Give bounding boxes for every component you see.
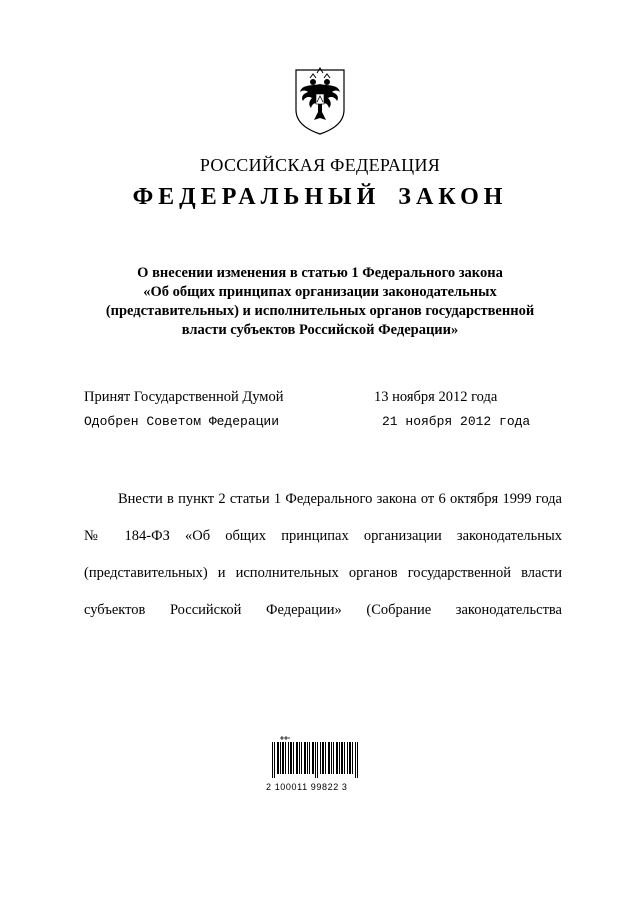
duma-adoption-date: 13 ноября 2012 года xyxy=(374,389,498,405)
country-name: РОССИЙСКАЯ ФЕДЕРАЦИЯ xyxy=(199,155,441,175)
duma-adoption-label: Принят Государственной Думой xyxy=(84,389,284,405)
document-type-word-1: ФЕДЕРАЛЬНЫЙ xyxy=(132,184,381,210)
council-approval-row xyxy=(84,414,564,429)
council-approval-label: Одобрен Советом Федерации xyxy=(84,414,280,429)
council-approval-date: 21 ноября 2012 года xyxy=(382,414,531,429)
document-type xyxy=(0,184,640,211)
duma-adoption-row xyxy=(84,389,564,406)
law-title-line: «Об общих принципах организации законодательных xyxy=(143,284,497,300)
barcode-number: 2 100011 99822 3 xyxy=(266,782,348,792)
document-type-word-2: ЗАКОН xyxy=(398,184,508,210)
law-title-line: власти субъектов Российской Федерации» xyxy=(181,322,459,338)
law-body-paragraph: Внести в пункт 2 статьи 1 Федерального закона от 6 октября 1999 года № 184-ФЗ «Об общих принципах организации законодательных (представительных) и исполнительных органов государственной власти субъектов Российской Федерации» (Собрание законодательства xyxy=(84,491,562,618)
law-title xyxy=(60,264,580,340)
law-title-line: О внесении изменения в статью 1 Федерального закона xyxy=(137,265,503,281)
law-title-line: (представительных) и исполнительных органов государственной xyxy=(105,303,535,319)
coat-of-arms-icon xyxy=(288,64,352,136)
